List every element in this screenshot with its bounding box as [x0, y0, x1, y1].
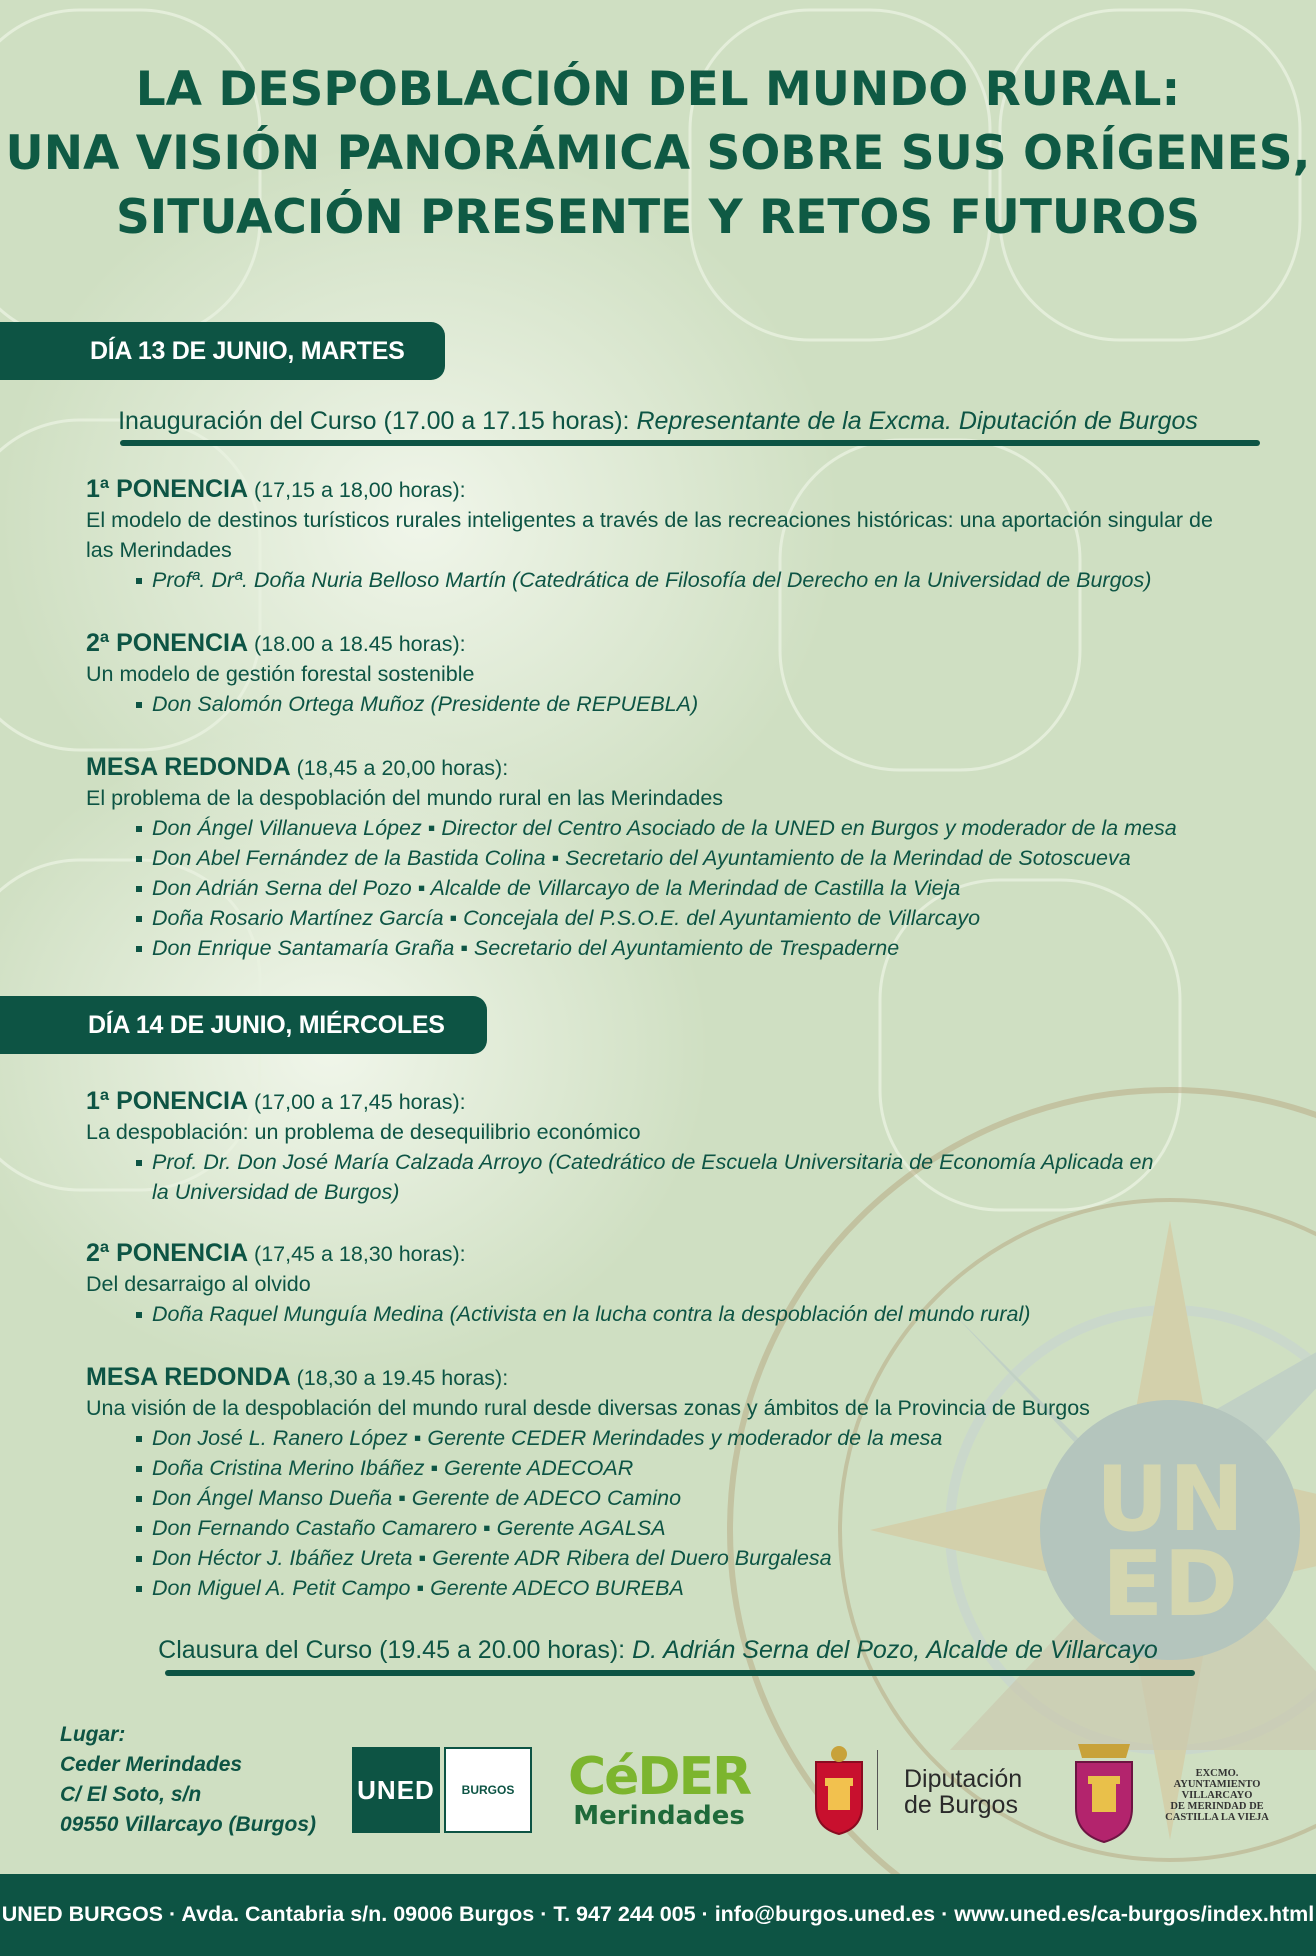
speaker-item: Don Ángel Villanueva López ▪ Director del Centro Asociado de la UNED en Burgos y moderador de la mesa [136, 813, 1286, 843]
ceder-logo: CéDER Merindades [568, 1747, 751, 1831]
speaker-item: Doña Cristina Merino Ibáñez ▪ Gerente ADECOAR [136, 1453, 1286, 1483]
svg-text:UN: UN [1095, 1447, 1245, 1552]
speaker-item: Prof. Dr. Don José María Calzada Arroyo (Catedrático de Escuela Universitaria de Economía Aplicada en la Universidad de Burgos) [136, 1147, 1162, 1207]
diputacion-logo: Diputación de Burgos [808, 1740, 1048, 1840]
venue-block: Lugar: Ceder Merindades C/ El Soto, s/n 09550 Villarcayo (Burgos) [60, 1723, 316, 1836]
svg-text:ED: ED [1101, 1532, 1239, 1637]
footer-contact: UNED BURGOS · Avda. Cantabria s/n. 09006 Burgos · T. 947 244 005 · info@burgos.uned.es · www.uned.es/ca-burgos/index.html [0, 1874, 1316, 1956]
speaker-item: Don Héctor J. Ibáñez Ureta ▪ Gerente ADR Ribera del Duero Burgalesa [136, 1543, 1286, 1573]
speaker-item: Don Ángel Manso Dueña ▪ Gerente de ADECO Camino [136, 1483, 1286, 1513]
speaker-item: Don Abel Fernández de la Bastida Colina ▪ Secretario del Ayuntamiento de la Merindad de Sotoscueva [136, 843, 1286, 873]
day1-session-2: 2ª PONENCIA (18.00 a 18.45 horas): Un modelo de gestión forestal sostenible Don Salomón Ortega Muñoz (Presidente de REPUEBLA) [86, 628, 1286, 719]
uned-logo: UNED BURGOS [352, 1747, 532, 1833]
speaker-item: Don Adrián Serna del Pozo ▪ Alcalde de Villarcayo de la Merindad de Castilla la Vieja [136, 873, 1286, 903]
speaker-item: Don Salomón Ortega Muñoz (Presidente de REPUEBLA) [136, 689, 1286, 719]
day-1-banner: DÍA 13 DE JUNIO, MARTES [0, 322, 445, 380]
page-title: LA DESPOBLACIÓN DEL MUNDO RURAL: UNA VISIÓN PANORÁMICA SOBRE SUS ORÍGENES, SITUACIÓN PRESENTE Y RETOS FUTUROS [5, 62, 1311, 245]
ayuntamiento-logo: EXCMO. AYUNTAMIENTO VILLARCAYO DE MERINDAD DE CASTILLA LA VIEJA [1068, 1738, 1288, 1848]
speaker-item: Don Miguel A. Petit Campo ▪ Gerente ADECO BUREBA [136, 1573, 1286, 1603]
ayuntamiento-shield-icon [1068, 1738, 1140, 1846]
speaker-item: Don Fernando Castaño Camarero ▪ Gerente AGALSA [136, 1513, 1286, 1543]
brush-underline [165, 1670, 1195, 1676]
diputacion-shield-icon [808, 1740, 878, 1840]
day2-session-2: 2ª PONENCIA (17,45 a 18,30 horas): Del desarraigo al olvido Doña Raquel Munguía Medina (Activista en la lucha contra la despoblación del mundo rural) [86, 1238, 1286, 1329]
speaker-item: Doña Rosario Martínez García ▪ Concejala del P.S.O.E. del Ayuntamiento de Villarcayo [136, 903, 1286, 933]
inauguration-line: Inauguración del Curso (17.00 a 17.15 horas): Representante de la Excma. Diputación de Burgos [118, 407, 1198, 435]
day2-session-1: 1ª PONENCIA (17,00 a 17,45 horas): La despoblación: un problema de desequilibrio económico Prof. Dr. Don José María Calzada Arroyo (Catedrático de Escuela Universitaria de Economía Aplicada en la Universidad de Burgos) [86, 1086, 1286, 1207]
day1-session-1: 1ª PONENCIA (17,15 a 18,00 horas): El modelo de destinos turísticos rurales inteligentes a través de las recreaciones históricas: una aportación singular de las Merindades Profª. Drª. Doña Nuria Belloso Martín (Catedrática de Filosofía del Derecho en la Universidad de Burgos) [86, 474, 1286, 595]
day1-round-table: MESA REDONDA (18,45 a 20,00 horas): El problema de la despoblación del mundo rural en las Merindades Don Ángel Villanueva López ▪ Director del Centro Asociado de la UNED en Burgos y moderador de la mesa Don Abel Fernández de la Bastida Colina ▪ Secretario del Ayuntamiento de la Merindad de Sotoscueva Don Adrián Serna del Pozo ▪ Alcalde de Villarcayo de la Merindad de Castilla la Vieja Doña Rosario Martínez García ▪ Concejala del P.S.O.E. del Ayuntamiento de Villarcayo Don Enrique Santamaría Graña ▪ Secretario del Ayuntamiento de Trespaderne [86, 752, 1286, 963]
day2-round-table: MESA REDONDA (18,30 a 19.45 horas): Una visión de la despoblación del mundo rural desde diversas zonas y ámbitos de la Provincia de Burgos Don José L. Ranero López ▪ Gerente CEDER Merindades y moderador de la mesa Doña Cristina Merino Ibáñez ▪ Gerente ADECOAR Don Ángel Manso Dueña ▪ Gerente de ADECO Camino Don Fernando Castaño Camarero ▪ Gerente AGALSA Don Héctor J. Ibáñez Ureta ▪ Gerente ADR Ribera del Duero Burgalesa Don Miguel A. Petit Campo ▪ Gerente ADECO BUREBA [86, 1362, 1286, 1603]
speaker-item: Don Enrique Santamaría Graña ▪ Secretario del Ayuntamiento de Trespaderne [136, 933, 1286, 963]
speaker-item: Profª. Drª. Doña Nuria Belloso Martín (Catedrática de Filosofía del Derecho en la Universidad de Burgos) [136, 565, 1286, 595]
closing-line: Clausura del Curso (19.45 a 20.00 horas): D. Adrián Serna del Pozo, Alcalde de Villarcayo [158, 1636, 1158, 1664]
speaker-item: Don José L. Ranero López ▪ Gerente CEDER Merindades y moderador de la mesa [136, 1423, 1286, 1453]
speaker-item: Doña Raquel Munguía Medina (Activista en la lucha contra la despoblación del mundo rural) [136, 1299, 1286, 1329]
brush-underline [120, 440, 1260, 446]
day-2-banner: DÍA 14 DE JUNIO, MIÉRCOLES [0, 996, 487, 1054]
